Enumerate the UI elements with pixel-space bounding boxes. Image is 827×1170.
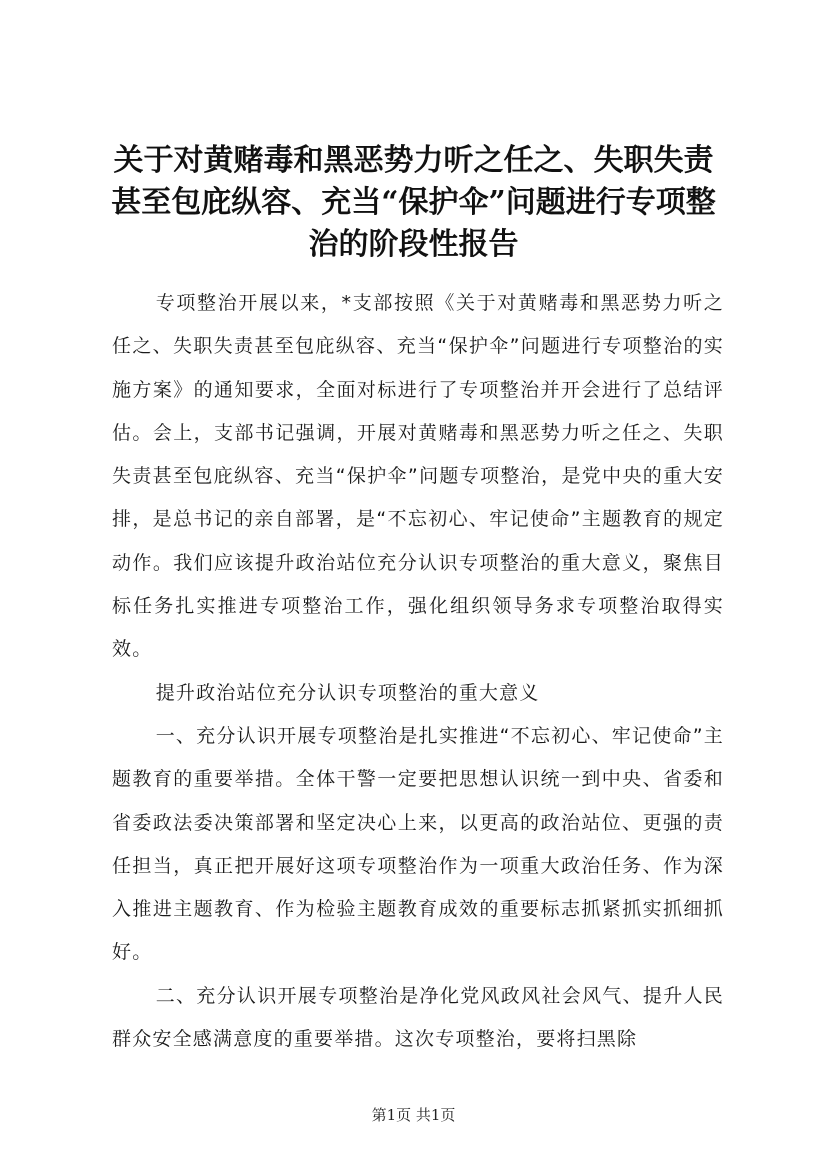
section-heading: 提升政治站位充分认识专项整治的重大意义 [155, 681, 540, 704]
paragraph-point-one: 一、充分认识开展专项整治是扎实推进“不忘初心、牢记使命”主题教育的重要举措。全体干警一定要把思想认识统一到中央、省委和省委政法委决策部署和坚定决心上来，以更高的政治站位、更强的责任担当，真正把开展好这项专项整治作为一项重大政治任务、作为深入推进主题教育、作为检验主题教育成效的重要标志抓紧抓实抓细抓好。 [112, 724, 724, 964]
document-title: 关于对黄赌毒和黑恶势力听之任之、失职失责甚至包庇纵容、充当“保护伞”问题进行专项整治的阶段性报告 [111, 143, 716, 262]
paragraph-intro: 专项整治开展以来，*支部按照《关于对黄赌毒和黑恶势力听之任之、失职失责甚至包庇纵容、充当“保护伞”问题进行专项整治的实施方案》的通知要求，全面对标进行了专项整治并开会进行了总结评估。会上，支部书记强调，开展对黄赌毒和黑恶势力听之任之、失职失责甚至包庇纵容、充当“保护伞”问题专项整治，是党中央的重大安排，是总书记的亲自部署，是“不忘初心、牢记使命”主题教育的规定动作。我们应该提升政治站位充分认识专项整治的重大意义，聚焦目标任务扎实推进专项整治工作，强化组织领导务求专项整治取得实效。 [112, 292, 724, 661]
paragraph-point-two: 二、充分认识开展专项整治是净化党风政风社会风气、提升人民群众安全感满意度的重要举措。这次专项整治，要将扫黑除 [112, 984, 724, 1051]
document-body [112, 282, 724, 1061]
page-number-footer: 第1页 共1页 [371, 1106, 456, 1124]
